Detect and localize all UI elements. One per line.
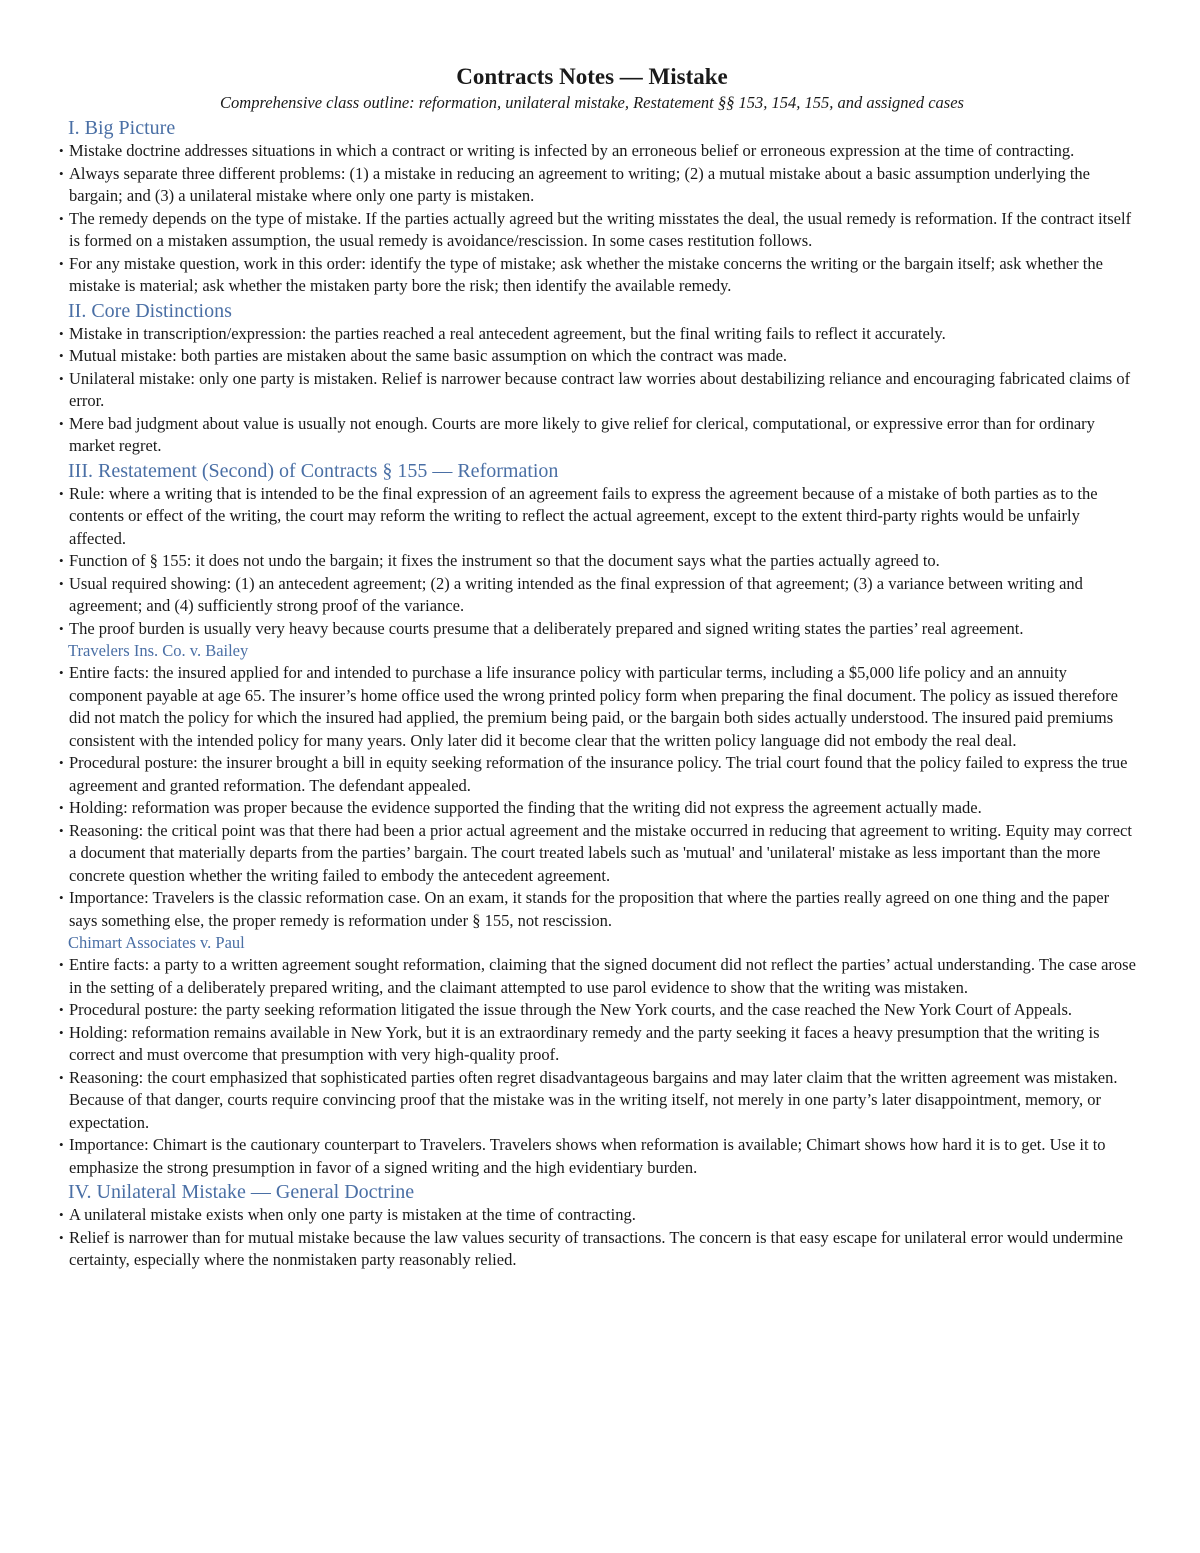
bullet-text: Mistake in transcription/expression: the parties reached a real antecedent agreement, but the final writing fails to reflect it accurately. bbox=[69, 323, 946, 343]
bullet-icon: • bbox=[59, 890, 64, 905]
bullet-text: Function of § 155: it does not undo the bargain; it fixes the instrument so that the document says what the parties actually agreed to. bbox=[69, 551, 940, 570]
bullet-icon: • bbox=[59, 165, 64, 181]
bullet-text: Entire facts: the insured applied for and intended to purchase a life insurance policy with particular terms, including a $5,000 life policy and an annuity component payable at age 65. The insurer’s home office used the wrong printed policy form when preparing the final document. The policy as issued therefore did not match the policy for which the insured had applied, the premium being paid, or the bargain both sides actually understood. The insured paid premiums consistent with the intended policy for many years. Only later did it become clear that the written policy language did not embody the real deal. bbox=[69, 663, 1118, 750]
section-heading: IV. Unilateral Mistake — General Doctrine bbox=[68, 1181, 415, 1203]
bullet-icon: • bbox=[59, 1137, 64, 1152]
bullet-item bbox=[47, 887, 1137, 932]
bullet-list bbox=[47, 483, 1137, 641]
bullet-item bbox=[47, 1067, 1137, 1135]
bullet-text: A unilateral mistake exists when only one party is mistaken at the time of contracting. bbox=[69, 1205, 636, 1224]
bullet-item bbox=[47, 1022, 1137, 1067]
bullet-item bbox=[47, 140, 1137, 163]
bullet-list bbox=[47, 1204, 1137, 1272]
bullet-text: Usual required showing: (1) an antecedent agreement; (2) a writing intended as the final expression of that agreement; (3) a variance between writing and agreement; and (4) sufficiently strong proof of the variance. bbox=[69, 573, 1083, 615]
bullet-item bbox=[47, 999, 1137, 1022]
bullet-icon: • bbox=[59, 800, 64, 815]
section-heading: II. Core Distinctions bbox=[68, 299, 232, 322]
bullet-text: Reasoning: the critical point was that there had been a prior actual agreement and the mistake occurred in reducing that agreement to writing. Equity may correct a document that materially departs from the parties’ bargain. The court treated labels such as 'mutual' and 'unilateral' mistake as less important than the more concrete question whether the writing failed to embody the antecedent agreement. bbox=[69, 820, 1132, 885]
bullet-icon: • bbox=[59, 1024, 64, 1040]
bullet-list bbox=[47, 954, 1137, 1179]
bullet-item bbox=[47, 253, 1137, 298]
bullet-item bbox=[47, 820, 1137, 888]
bullet-text: The proof burden is usually very heavy because courts presume that a deliberately prepared and signed writing states the parties’ real agreement. bbox=[69, 618, 1024, 638]
bullet-list bbox=[47, 662, 1137, 932]
bullet-text: Unilateral mistake: only one party is mistaken. Relief is narrower because contract law worries about destabilizing reliance and encouraging fabricated claims of error. bbox=[69, 368, 1131, 410]
bullet-text: Holding: reformation was proper because the evidence supported the finding that the writing did not express the agreement actually made. bbox=[69, 798, 982, 817]
bullet-item bbox=[47, 368, 1137, 413]
bullet-item bbox=[47, 413, 1137, 458]
bullet-text: Procedural posture: the party seeking reformation litigated the issue through the New York courts, and the case reached the New York Court of Appeals. bbox=[69, 1000, 1073, 1019]
bullet-item bbox=[47, 1227, 1137, 1272]
bullet-item bbox=[47, 483, 1137, 551]
bullet-icon: • bbox=[59, 1002, 64, 1017]
bullet-text: Procedural posture: the insurer brought a bill in equity seeking reformation of the insurance policy. The trial court found that the policy failed to express the true agreement and granted reformation. The defendant appealed. bbox=[69, 753, 1128, 795]
bullet-item bbox=[47, 662, 1137, 752]
bullet-text: Entire facts: a party to a written agreement sought reformation, claiming that the signed document did not reflect the parties’ actual understanding. The case arose in the setting of a deliberately prepared writing, and the claimant attempted to use parol evidence to show that the writing was mistaken. bbox=[69, 955, 1136, 997]
bullet-item bbox=[47, 752, 1137, 797]
bullet-text: Mere bad judgment about value is usually not enough. Courts are more likely to give relief for clerical, computational, or expressive error than for ordinary market regret. bbox=[69, 413, 1095, 455]
bullet-icon: • bbox=[59, 210, 64, 226]
bullet-text: Importance: Chimart is the cautionary counterpart to Travelers. Travelers shows when reformation is available; Chimart shows how hard it is to get. Use it to emphasize the strong presumption in favor of a signed writing and the high evidentiary burden. bbox=[69, 1135, 1106, 1177]
bullet-item bbox=[47, 573, 1137, 618]
document-body bbox=[47, 116, 1137, 1272]
bullet-text: For any mistake question, work in this order: identify the type of mistake; ask whether the mistake concerns the writing or the bargain itself; ask whether the mistake is material; ask whether the mistaken party bore the risk; then identify the available remedy. bbox=[69, 253, 1103, 295]
bullet-text: Holding: reformation remains available in New York, but it is an extraordinary remedy and the party seeking it faces a heavy presumption that the writing is correct and must overcome that presumption with very high-quality proof. bbox=[69, 1022, 1100, 1064]
bullet-item bbox=[47, 618, 1137, 641]
bullet-icon: • bbox=[59, 553, 64, 568]
bullet-icon: • bbox=[59, 1207, 64, 1222]
bullet-item bbox=[47, 163, 1137, 208]
section-heading: III. Restatement (Second) of Contracts § 155 — Reformation bbox=[68, 459, 559, 482]
bullet-text: Rule: where a writing that is intended to be the final expression of an agreement fails to express the agreement because of a mistake of both parties as to the contents or effect of the writing, the court may reform the writing to reflect the actual agreement, except to the extent third-party rights would be unfairly affected. bbox=[69, 483, 1098, 548]
bullet-text: The remedy depends on the type of mistake. If the parties actually agreed but the writing misstates the deal, the usual remedy is reformation. If the contract itself is formed on a mistaken assumption, the usual remedy is avoidance/rescission. In some cases restitution follows. bbox=[69, 208, 1132, 250]
bullet-icon: • bbox=[59, 822, 64, 838]
bullet-icon: • bbox=[59, 348, 64, 363]
page-title: Contracts Notes — Mistake bbox=[456, 64, 728, 89]
bullet-icon: • bbox=[59, 143, 64, 158]
bullet-list bbox=[47, 323, 1137, 458]
bullet-text: Mutual mistake: both parties are mistaken about the same basic assumption on which the contract was made. bbox=[69, 346, 788, 365]
bullet-icon: • bbox=[59, 415, 64, 431]
bullet-item bbox=[47, 1204, 1137, 1227]
bullet-item bbox=[47, 1134, 1137, 1179]
bullet-icon: • bbox=[59, 755, 64, 770]
bullet-icon: • bbox=[59, 957, 64, 972]
bullet-icon: • bbox=[59, 1229, 64, 1245]
bullet-icon: • bbox=[59, 665, 64, 680]
bullet-icon: • bbox=[59, 575, 64, 591]
bullet-text: Relief is narrower than for mutual mistake because the law values security of transactions. The concern is that easy escape for unilateral error would undermine certainty, especially where the nonmistaken party reasonably relied. bbox=[69, 1227, 1123, 1269]
bullet-item bbox=[47, 323, 1137, 346]
bullet-icon: • bbox=[59, 255, 64, 271]
bullet-item bbox=[47, 797, 1137, 820]
bullet-item bbox=[47, 345, 1137, 368]
bullet-text: Mistake doctrine addresses situations in which a contract or writing is infected by an erroneous belief or erroneous expression at the time of contracting. bbox=[69, 141, 1075, 160]
bullet-item bbox=[47, 954, 1137, 999]
section-heading: I. Big Picture bbox=[68, 117, 176, 139]
bullet-list bbox=[47, 140, 1137, 298]
bullet-text: Importance: Travelers is the classic reformation case. On an exam, it stands for the proposition that where the parties really agreed on one thing and the paper says something else, the proper remedy is reformation under § 155, not rescission. bbox=[69, 888, 1110, 930]
bullet-text: Always separate three different problems: (1) a mistake in reducing an agreement to writing; (2) a mutual mistake about a basic assumption underlying the bargain; and (3) a unilateral mistake where only one party is mistaken. bbox=[69, 163, 1091, 205]
bullet-item bbox=[47, 550, 1137, 573]
case-heading: Travelers Ins. Co. v. Bailey bbox=[68, 641, 249, 660]
bullet-item bbox=[47, 208, 1137, 253]
bullet-icon: • bbox=[59, 485, 64, 501]
page-subtitle: Comprehensive class outline: reformation, unilateral mistake, Restatement §§ 153, 154, 155, and assigned cases bbox=[220, 93, 964, 112]
bullet-icon: • bbox=[59, 325, 64, 341]
bullet-icon: • bbox=[59, 370, 64, 386]
bullet-icon: • bbox=[59, 1069, 64, 1085]
document-page bbox=[47, 62, 1137, 1272]
bullet-text: Reasoning: the court emphasized that sophisticated parties often regret disadvantageous bargains and may later claim that the written agreement was mistaken. Because of that danger, courts require convincing proof that the mistake was in the writing itself, not merely in one party’s later disappointment, memory, or expectation. bbox=[69, 1067, 1118, 1132]
case-heading: Chimart Associates v. Paul bbox=[68, 933, 245, 952]
bullet-icon: • bbox=[59, 620, 64, 636]
